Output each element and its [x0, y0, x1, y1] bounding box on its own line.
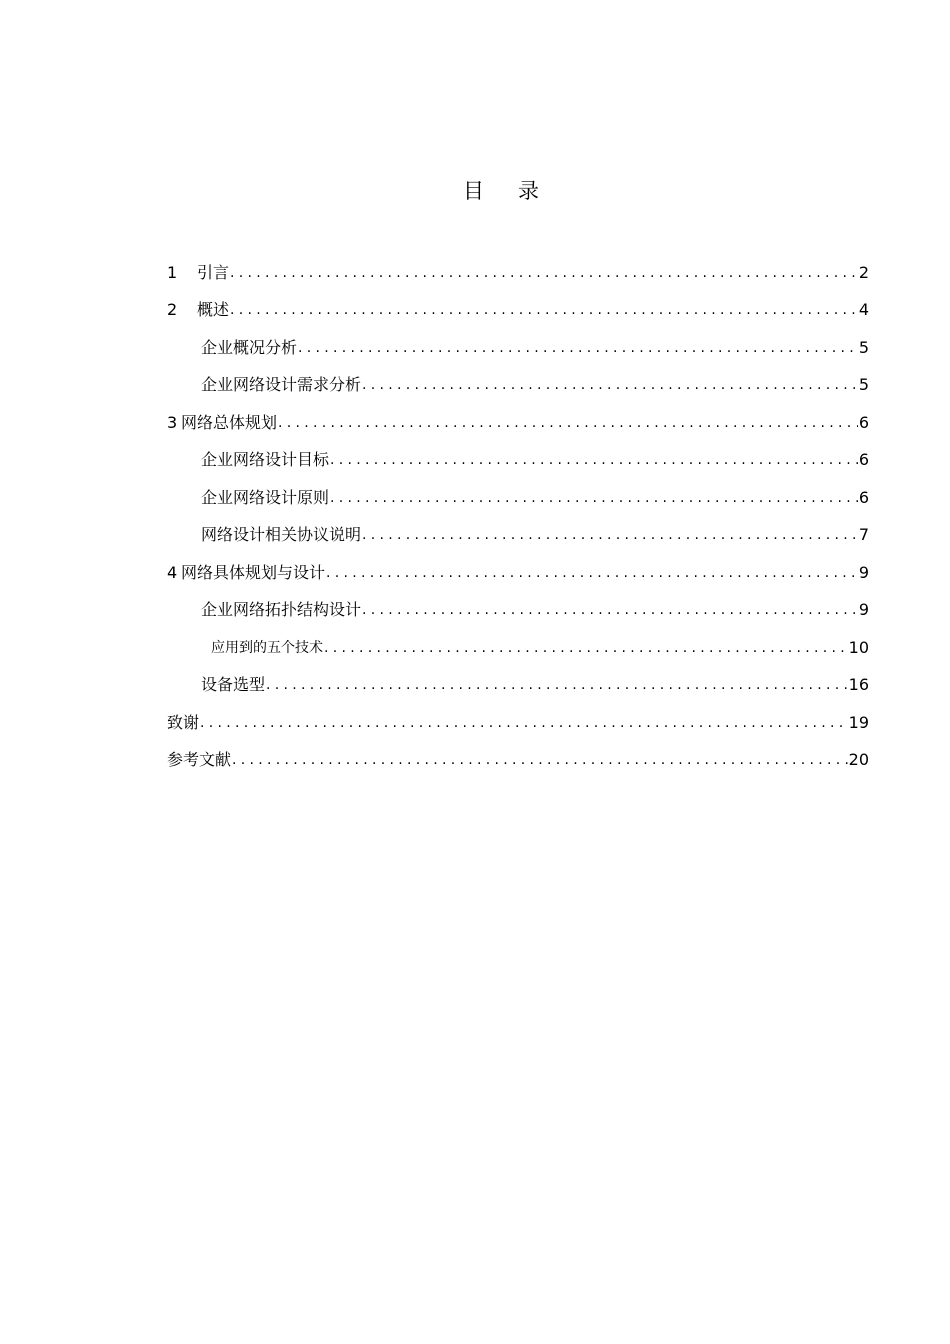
toc-dot-leader [324, 638, 848, 662]
toc-page-number: 9 [858, 600, 869, 619]
toc-entry-title: 应用到的五个技术 [211, 639, 323, 656]
toc-entry-title: 概述 [197, 300, 230, 319]
page-title: 目录 [463, 179, 573, 203]
toc-dot-leader [200, 713, 848, 737]
toc-dot-leader [232, 750, 848, 774]
toc-entry-title: 引言 [197, 262, 230, 282]
toc-dot-leader [362, 600, 858, 624]
toc-page-number: 9 [858, 562, 869, 582]
toc-entry[interactable] [167, 624, 869, 662]
toc-entry-title: 参考文献 [167, 750, 232, 769]
toc-page-number: 2 [858, 262, 869, 282]
toc-entry[interactable] [167, 324, 869, 362]
toc-entry-number: 3 [167, 412, 178, 432]
toc-entry[interactable] [167, 512, 869, 550]
toc-entry-number: 4 [167, 562, 178, 582]
toc-entry-title: 网络设计相关协议说明 [201, 525, 362, 544]
toc-entry-title: 网络具体规划与设计 [181, 562, 326, 582]
toc-page-number: 6 [858, 412, 869, 432]
toc-entry-title: 企业网络设计需求分析 [201, 375, 362, 394]
toc-dot-leader [362, 375, 858, 399]
toc-entry-title: 网络总体规划 [181, 412, 278, 432]
toc-dot-leader [266, 675, 848, 699]
table-of-contents [167, 249, 869, 774]
toc-entry[interactable] [167, 737, 869, 775]
toc-dot-leader [326, 563, 858, 587]
toc-dot-leader [298, 338, 858, 362]
toc-entry[interactable] [167, 437, 869, 475]
toc-page-number: 20 [848, 750, 869, 769]
toc-entry-number: 2 [167, 300, 178, 319]
toc-entry[interactable] [167, 287, 869, 325]
toc-dot-leader [330, 450, 858, 474]
toc-dot-leader [278, 413, 858, 437]
toc-page-number: 16 [848, 675, 869, 694]
toc-entry-number: 1 [167, 262, 178, 282]
toc-entry[interactable] [167, 587, 869, 625]
toc-entry-title: 企业网络设计原则 [201, 487, 330, 507]
toc-entry[interactable] [167, 699, 869, 737]
toc-entry-title: 企业网络设计目标 [201, 450, 330, 469]
toc-entry-title: 设备选型 [201, 675, 266, 694]
toc-page-number: 10 [848, 637, 869, 657]
toc-dot-leader [362, 525, 858, 549]
toc-entry-title: 致谢 [167, 712, 200, 732]
toc-entry-title: 企业概况分析 [201, 337, 298, 357]
toc-page-number: 19 [848, 712, 869, 732]
toc-entry[interactable] [167, 399, 869, 437]
toc-entry[interactable] [167, 662, 869, 700]
toc-page-number: 6 [858, 450, 869, 469]
toc-entry[interactable] [167, 362, 869, 400]
toc-page-number: 5 [858, 337, 869, 357]
toc-dot-leader [330, 488, 858, 512]
toc-page-number: 4 [858, 300, 869, 319]
toc-page-number: 7 [858, 525, 869, 544]
toc-entry-title: 企业网络拓扑结构设计 [201, 600, 362, 619]
toc-entry[interactable] [167, 549, 869, 587]
toc-dot-leader [230, 300, 858, 324]
toc-dot-leader [230, 263, 858, 287]
toc-page-number: 5 [858, 375, 869, 394]
toc-entry[interactable] [167, 474, 869, 512]
toc-entry[interactable] [167, 249, 869, 287]
toc-page-number: 6 [858, 487, 869, 507]
